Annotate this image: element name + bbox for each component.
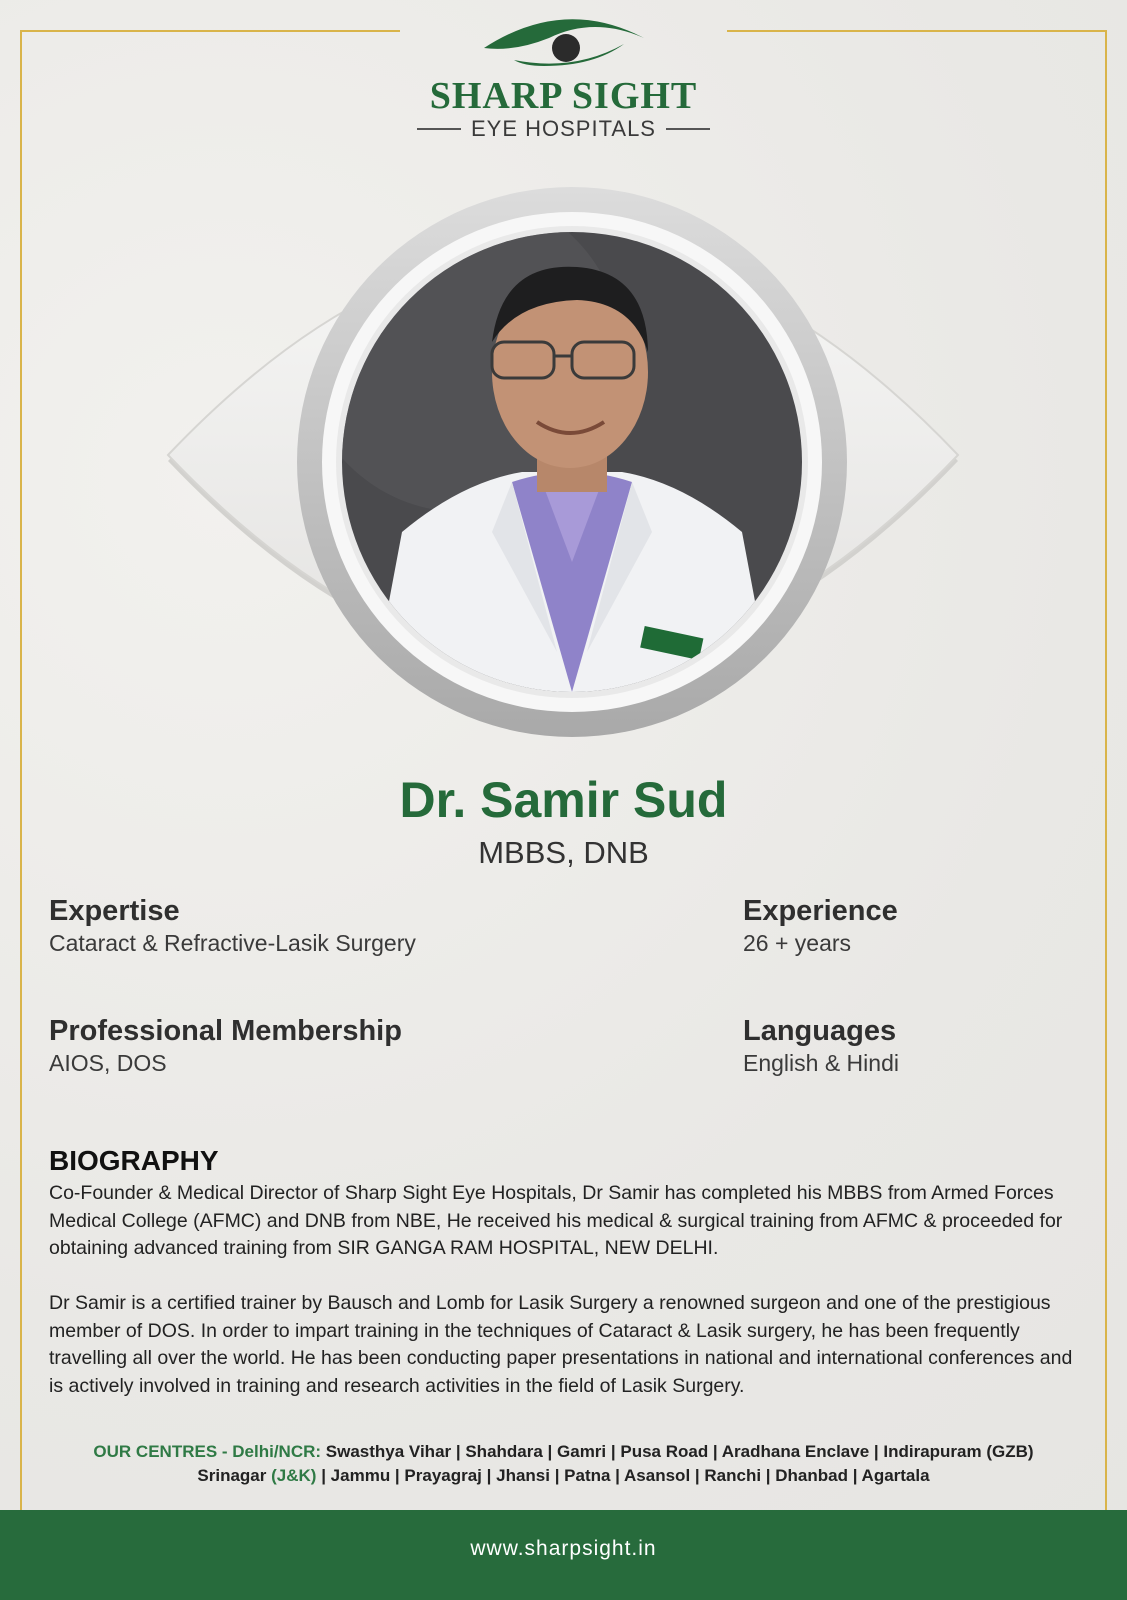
- expertise-heading: Expertise: [49, 895, 180, 927]
- membership-value: AIOS, DOS: [49, 1050, 167, 1076]
- centres-label: OUR CENTRES - Delhi/NCR:: [93, 1442, 322, 1461]
- brand-subtitle-text: EYE HOSPITALS: [471, 116, 656, 141]
- doctor-photo: [342, 232, 802, 692]
- expertise-value: Cataract & Refractive-Lasik Surgery: [49, 930, 416, 956]
- doctor-portrait-image: [342, 232, 802, 692]
- languages-block: [743, 1014, 899, 1078]
- centres-list: [0, 1440, 1127, 1488]
- biography-paragraph-2: Dr Samir is a certified trainer by Bausch and Lomb for Lasik Surgery a renowned surgeon and one of the prestigious member of DOS. In order to impart training in the techniques of Cataract & Lasik surgery, he has been frequently travelling all over the world. He has been conducting paper presentations in national and international conferences and is actively involved in training and research activities in the field of Lasik Surgery.: [49, 1292, 1073, 1397]
- centres-line-2: [0, 1464, 1127, 1488]
- centres-line-1: [0, 1440, 1127, 1464]
- centres-line-1-text: Swasthya Vihar | Shahdara | Gamri | Pusa Road | Aradhana Enclave | Indirapuram (GZB): [325, 1442, 1034, 1461]
- website-link[interactable]: www.sharpsight.in: [470, 1537, 657, 1560]
- biography-heading: BIOGRAPHY: [49, 1145, 219, 1176]
- languages-value: English & Hindi: [743, 1050, 899, 1076]
- doctor-degree: MBBS, DNB: [478, 835, 649, 870]
- languages-heading: Languages: [743, 1015, 897, 1047]
- membership-heading: Professional Membership: [49, 1015, 402, 1047]
- doctor-name: Dr. Samir Sud: [399, 772, 728, 828]
- footer-bar: [0, 1510, 1127, 1600]
- biography-paragraph-1: Co-Founder & Medical Director of Sharp Sight Eye Hospitals, Dr Samir has completed his MBBS from Armed Forces Medical College (AFMC) and DNB from NBE, He received his medical & surgical training from AFMC & proceeded for obtaining advanced training from SIR GANGA RAM HOSPITAL, NEW DELHI.: [49, 1182, 1063, 1259]
- experience-block: [743, 894, 898, 958]
- expertise-block: [49, 894, 416, 958]
- membership-block: [49, 1014, 402, 1078]
- experience-heading: Experience: [743, 895, 898, 927]
- brand-name: SHARP SIGHT: [429, 75, 698, 117]
- centres-srinagar: Srinagar: [197, 1466, 267, 1485]
- centres-region: (J&K): [271, 1466, 317, 1485]
- centres-line-2-text: | Jammu | Prayagraj | Jhansi | Patna | Asansol | Ranchi | Dhanbad | Agartala: [321, 1466, 930, 1485]
- experience-value: 26 + years: [743, 930, 852, 956]
